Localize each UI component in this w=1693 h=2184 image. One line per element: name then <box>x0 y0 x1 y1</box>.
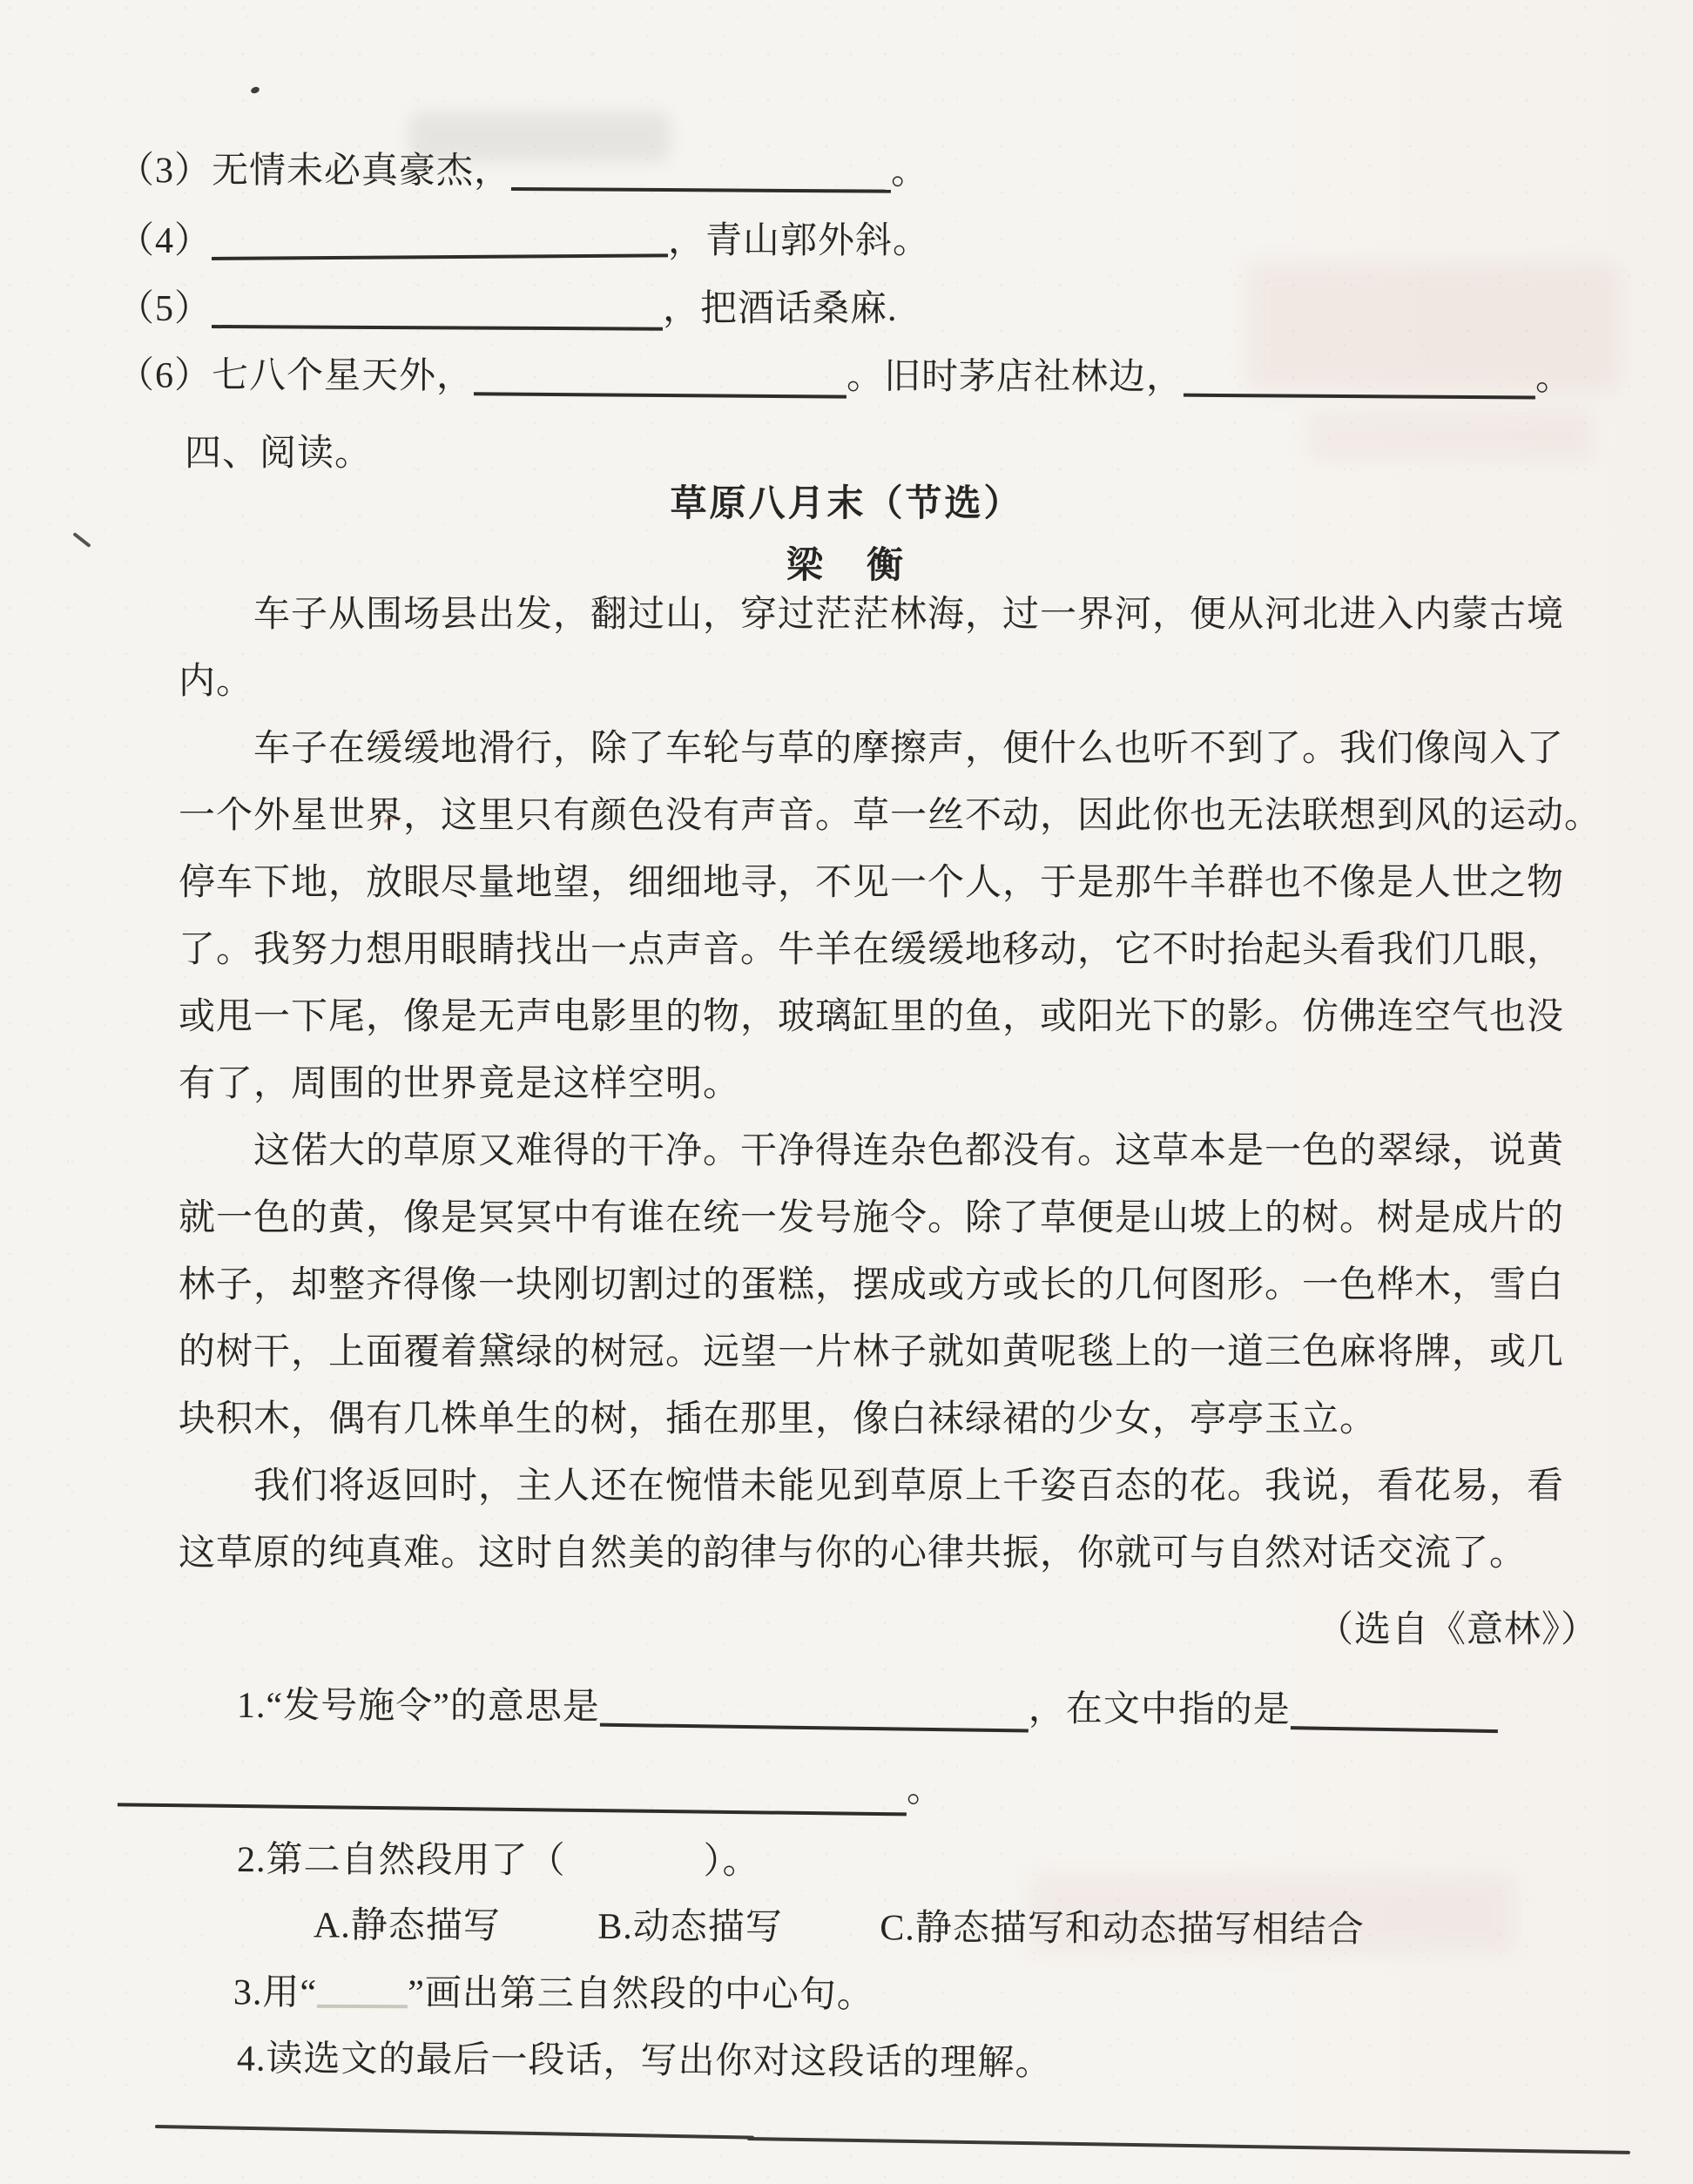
question-text: ，在文中指的是 <box>1028 1689 1291 1731</box>
question-1-answer-line <box>118 1757 944 1812</box>
article-line: 这草原的纯真难。这时自然美的韵律与你的心律共振，你就可与自然对话交流了。 <box>179 1534 1528 1574</box>
question-text: 3.用“ <box>233 1972 318 2013</box>
article-title: 草原八月末（节选） <box>670 484 1023 524</box>
article-author: 梁 衡 <box>786 546 907 586</box>
fill-blank-item-6 <box>118 347 1573 401</box>
question-2 <box>237 1830 760 1884</box>
item-text: 。旧时茅店社林边， <box>846 357 1184 398</box>
answer-rule-line <box>155 2125 754 2140</box>
question-punctuation: 。 <box>906 1769 945 1810</box>
item-text: ，青山郭外斜。 <box>668 221 931 261</box>
question-4: 4.读选文的最后一段话，写出你对这段话的理解。 <box>236 2039 1053 2084</box>
item-number: （4） <box>118 221 212 261</box>
answer-blank-line <box>511 151 891 193</box>
article-line: 有了，周围的世界竟是这样空明。 <box>179 1064 741 1104</box>
fill-blank-item-4 <box>118 212 930 264</box>
question-text: ”画出第三自然段的中心句。 <box>408 1973 874 2016</box>
section-heading: 四、阅读。 <box>185 434 373 474</box>
fill-blank-item-5 <box>118 280 898 332</box>
item-number: （6） <box>117 355 212 396</box>
article-line: 了。我努力想用眼睛找出一点声音。牛羊在缓缓地移动，它不时抬起头看我们几眼， <box>179 930 1565 970</box>
answer-blank-line <box>212 217 668 260</box>
article-line: 内。 <box>179 662 254 702</box>
fill-blank-item-3 <box>118 141 928 195</box>
answer-blank-line <box>600 1687 1029 1733</box>
answer-blank-line <box>1291 1689 1499 1733</box>
answer-blank-line <box>1184 357 1535 400</box>
answer-rule-line <box>747 2137 1630 2154</box>
article-line: 就一色的黄，像是冥冥中有谁在统一发号施令。除了草便是山坡上的树。树是成片的 <box>179 1198 1565 1238</box>
article-line: 这偌大的草原又难得的干净。干净得连杂色都没有。这草本是一色的翠绿，说黄 <box>253 1131 1565 1171</box>
item-text: 无情未必真豪杰， <box>211 151 512 192</box>
article-source: （选自《意林》） <box>1316 1610 1598 1650</box>
article-line: 停车下地，放眼尽量地望，细细地寻，不见一个人，于是那牛羊群也不像是人世之物 <box>179 863 1565 903</box>
item-number: （5） <box>118 289 212 329</box>
item-text: ，把酒话桑麻. <box>663 289 898 329</box>
answer-blank-line <box>474 355 846 398</box>
option-c: C.静态描写和动态描写相结合 <box>880 1908 1365 1951</box>
item-punctuation: 。 <box>1534 358 1574 399</box>
article-line: 林子，却整齐得像一块刚切割过的蛋糕，摆成或方或长的几何图形。一色桦木，雪白 <box>179 1265 1565 1305</box>
bleed-through-ghost <box>1306 409 1594 462</box>
ink-dot-artifact <box>250 86 260 95</box>
article-line: 车子从围场县出发，翻过山，穿过茫茫林海，过一界河，便从河北进入内蒙古境 <box>253 595 1565 635</box>
question-text: 2.第二自然段用了（ <box>236 1839 566 1882</box>
article-line: 或甩一下尾，像是无声电影里的物，玻璃缸里的鱼，或阳光下的影。仿佛连空气也没 <box>179 997 1565 1037</box>
item-text: 七八个星天外， <box>211 355 475 397</box>
underline-mark-blank <box>317 1968 408 2008</box>
answer-blank-line <box>212 288 663 331</box>
option-a: A.静态描写 <box>313 1905 501 1947</box>
question-text: 1.“发号施令”的意思是 <box>236 1685 600 1728</box>
question-1 <box>237 1676 1498 1734</box>
article-line: 车子在缓缓地滑行，除了车轮与草的摩擦声，便什么也听不到了。我们像闯入了 <box>253 729 1565 769</box>
item-punctuation: 。 <box>890 152 929 192</box>
item-number: （3） <box>117 151 212 192</box>
answer-paren-gap <box>565 1872 703 1873</box>
question-3 <box>233 1963 874 2018</box>
question-text: ）。 <box>703 1841 760 1883</box>
answer-blank-line <box>118 1766 907 1816</box>
article-line: 的树干，上面覆着黛绿的树冠。远望一片林子就如黄呢毯上的一道三色麻将牌，或几 <box>179 1332 1565 1372</box>
option-b: B.动态描写 <box>597 1906 783 1948</box>
article-body <box>179 582 1624 1587</box>
question-2-options <box>314 1896 1365 1952</box>
article-line: 块积木，偶有几株单生的树，插在那里，像白袜绿裙的少女，亭亭玉立。 <box>179 1399 1378 1439</box>
article-line: 我们将返回时，主人还在惋惜未能见到草原上千姿百态的花。我说，看花易，看 <box>253 1466 1565 1507</box>
article-line: 一个外星世界，这里只有颜色没有声音。草一丝不动，因此你也无法联想到风的运动。 <box>179 796 1602 836</box>
